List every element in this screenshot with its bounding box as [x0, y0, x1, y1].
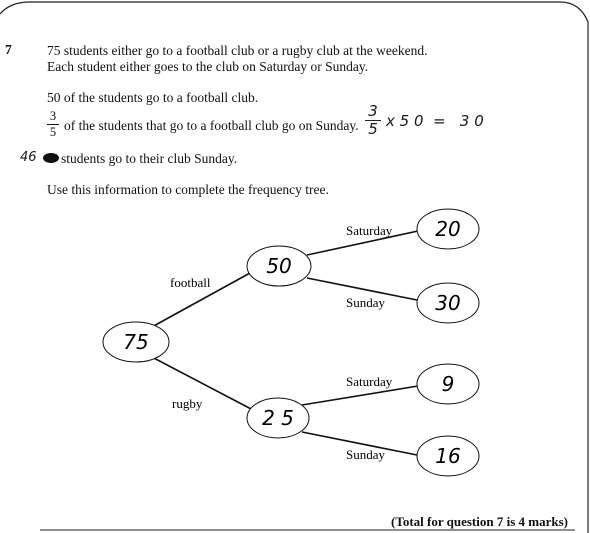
label-football-saturday: Saturday [346, 223, 393, 238]
total-marks: (Total for question 7 is 4 marks) [391, 514, 568, 529]
question-line-1: 75 students either go to a football club or a rugby club at the weekend. [47, 43, 428, 58]
handwritten-working: x 5 0 = 3 0 [386, 112, 484, 130]
label-rugby-sunday: Sunday [346, 447, 385, 462]
question-line-3: 50 of the students go to a football club. [47, 90, 259, 105]
question-line-2: Each student either goes to the club on Saturday or Sunday. [47, 59, 369, 74]
value-rugby-sunday: 16 [435, 444, 461, 468]
label-football-sunday: Sunday [346, 295, 385, 310]
handwritten-margin-number: 46 [20, 150, 37, 165]
handwritten-denominator: 5 [368, 120, 378, 138]
label-rugby-saturday: Saturday [346, 374, 393, 389]
value-rugby-saturday: 9 [441, 372, 455, 396]
label-rugby: rugby [172, 396, 203, 411]
value-rugby: 2 5 [262, 406, 294, 430]
value-football: 50 [266, 254, 292, 278]
value-football-sunday: 30 [435, 291, 461, 315]
value-root: 75 [123, 330, 149, 354]
value-football-saturday: 20 [435, 217, 461, 241]
fraction-numerator: 3 [49, 109, 57, 123]
question-number: 7 [5, 42, 12, 57]
question-line-4: of the students that go to a football club go on Sunday. [64, 118, 359, 133]
handwritten-numerator: 3 [368, 102, 378, 120]
label-football: football [170, 275, 211, 290]
fraction-denominator: 5 [49, 125, 57, 139]
question-line-5: students go to their club Sunday. [61, 151, 238, 166]
question-line-6: Use this information to complete the frequency tree. [47, 182, 329, 197]
